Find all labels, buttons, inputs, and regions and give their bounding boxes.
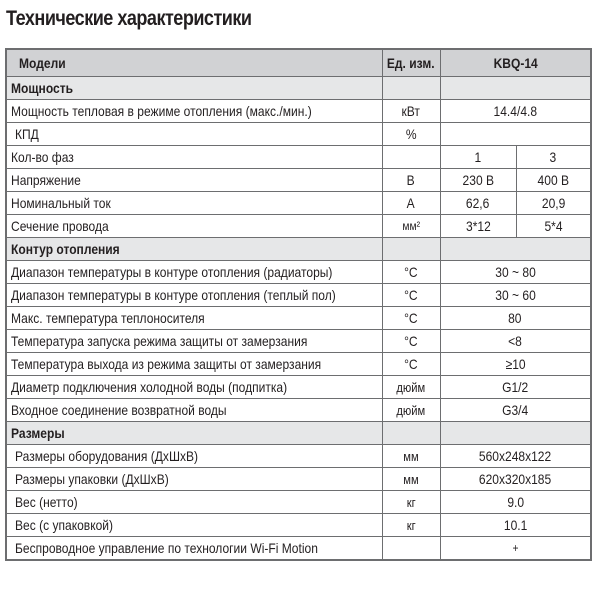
row-unit: % [405, 126, 417, 142]
row-label: Макс. температура теплоносителя [11, 310, 205, 326]
row-unit: кг [406, 517, 416, 533]
header-models: Модели [6, 49, 382, 77]
row-value: 620x320x185 [479, 471, 552, 487]
table-row [6, 215, 591, 238]
row-value-1: 3*12 [465, 218, 491, 234]
row-label: Сечение провода [11, 218, 109, 234]
row-value: 30 ~ 60 [495, 287, 536, 303]
table-row [6, 192, 591, 215]
page-title: Технические характеристики [6, 7, 252, 30]
row-label: Беспроводное управление по технологии Wi-Fi Motion [15, 540, 318, 556]
row-value-1: 230 В [462, 172, 494, 188]
row-unit: кВт [401, 103, 421, 119]
row-value: G3/4 [502, 402, 529, 418]
row-value: 10.1 [503, 517, 527, 533]
section-row-dimensions [6, 422, 591, 445]
table-row [6, 330, 591, 353]
row-value-2: 400 В [537, 172, 569, 188]
table-header-row [6, 49, 591, 77]
row-label: Мощность тепловая в режиме отопления (макс./мин.) [11, 103, 312, 119]
row-value: + [512, 541, 519, 555]
table-row [6, 146, 591, 169]
row-label: Вес (нетто) [15, 494, 78, 510]
section-row-power [6, 77, 591, 100]
row-value: 9.0 [506, 494, 524, 510]
specs-table [5, 48, 592, 561]
row-label: Диапазон температуры в контуре отопления (радиаторы) [11, 264, 333, 280]
row-label: Размеры упаковки (ДхШхВ) [15, 471, 169, 487]
row-unit: °С [404, 264, 418, 280]
table-row [6, 445, 591, 468]
table-row [6, 284, 591, 307]
table-row [6, 100, 591, 123]
header-model-name: KBQ-14 [440, 49, 591, 77]
row-value-2: 5*4 [544, 218, 563, 234]
section-title: Контур отопления [11, 241, 120, 257]
row-label: Номинальный ток [11, 195, 111, 211]
row-label: КПД [15, 126, 39, 142]
row-unit: дюйм [396, 402, 426, 418]
table-row [6, 468, 591, 491]
row-value: 560x248x122 [479, 448, 552, 464]
row-value-2: 3 [549, 149, 557, 165]
row-value: G1/2 [502, 379, 529, 395]
row-unit: °С [404, 333, 418, 349]
row-unit: °С [404, 356, 418, 372]
row-label: Температура запуска режима защиты от замерзания [11, 333, 308, 349]
row-label: Кол-во фаз [11, 149, 74, 165]
table-row [6, 261, 591, 284]
row-unit: дюйм [396, 379, 426, 395]
table-row [6, 376, 591, 399]
table-row [6, 514, 591, 537]
row-unit: мм [403, 471, 419, 487]
row-label: Диапазон температуры в контуре отопления (теплый пол) [11, 287, 336, 303]
table-row [6, 537, 591, 561]
row-value: 14.4/4.8 [493, 103, 538, 119]
row-value-1: 1 [474, 149, 482, 165]
row-unit: мм [403, 448, 419, 464]
row-unit: °С [404, 310, 418, 326]
table-row [6, 169, 591, 192]
row-label: Температура выхода из режима защиты от замерзания [11, 356, 322, 372]
row-value-2: 20,9 [541, 195, 565, 211]
row-value: ≥10 [505, 356, 526, 372]
row-value: <8 [508, 333, 523, 349]
table-row [6, 123, 591, 146]
row-unit: мм² [402, 219, 420, 233]
row-value: 80 [508, 310, 522, 326]
row-unit: °С [404, 287, 418, 303]
header-unit: Ед. изм. [382, 49, 440, 77]
section-row-heating-circuit [6, 238, 591, 261]
table-row [6, 307, 591, 330]
row-unit: А [406, 195, 416, 211]
row-unit: кг [406, 494, 416, 510]
row-label: Диаметр подключения холодной воды (подпитка) [11, 379, 288, 395]
row-value-1: 62,6 [466, 195, 490, 211]
row-value: 30 ~ 80 [495, 264, 536, 280]
row-unit: В [406, 172, 416, 188]
section-title: Мощность [11, 80, 74, 96]
table-row [6, 353, 591, 376]
section-title: Размеры [11, 425, 65, 441]
table-row [6, 399, 591, 422]
row-label: Напряжение [11, 172, 81, 188]
row-label: Вес (с упаковкой) [15, 517, 114, 533]
row-label: Входное соединение возвратной воды [11, 402, 227, 418]
table-row [6, 491, 591, 514]
row-label: Размеры оборудования (ДхШхВ) [15, 448, 199, 464]
